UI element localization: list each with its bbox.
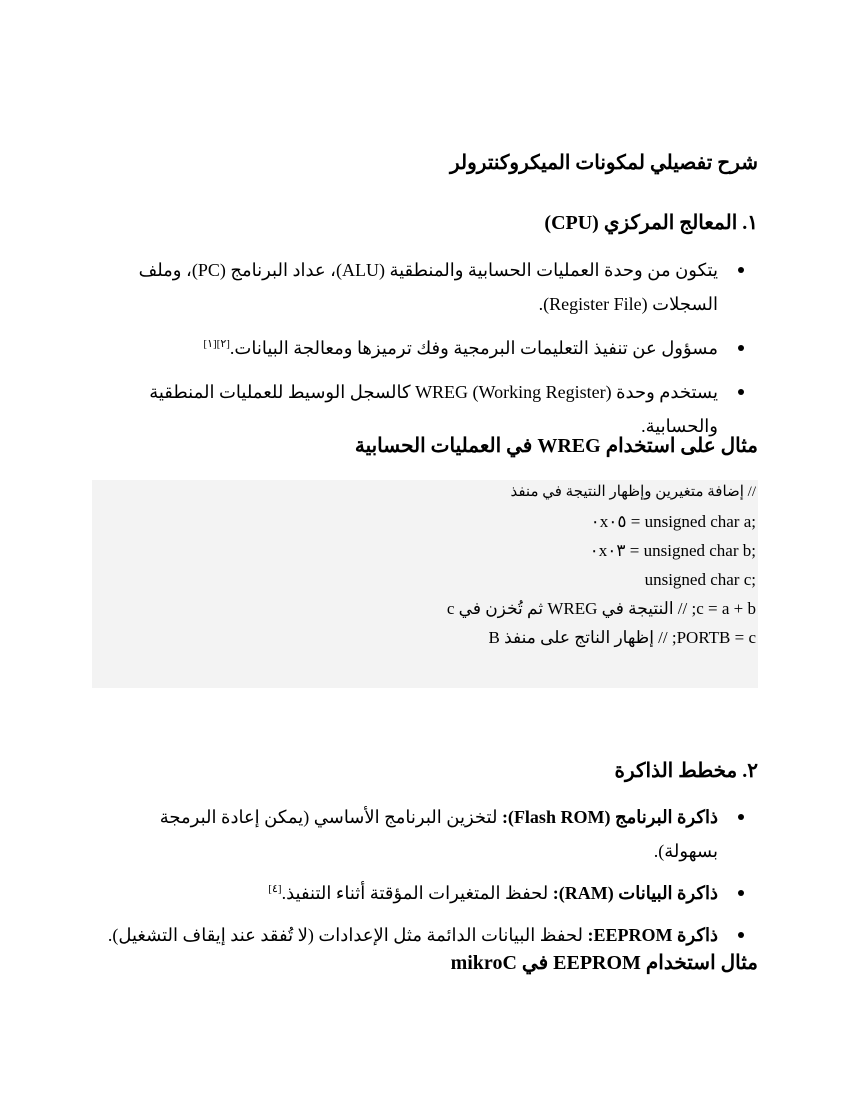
bullet-icon	[738, 890, 744, 896]
memory-section-heading: ٢. مخطط الذاكرة	[614, 760, 758, 782]
eeprom-example-heading: مثال استخدام EEPROM في mikroC	[450, 952, 758, 974]
list-item	[92, 918, 758, 952]
memory-bullet-list	[92, 800, 758, 960]
citation-ref[interactable]: [٤]	[268, 883, 282, 895]
document-title: شرح تفصيلي لمكونات الميكروكنترولر	[450, 152, 758, 174]
bullet-icon	[738, 267, 744, 273]
cpu-bullet-text: يستخدم وحدة WREG (Working Register) كالسجل الوسيط للعمليات المنطقية والحسابية.	[149, 382, 718, 436]
list-item	[92, 876, 758, 910]
code-line: ;unsigned char a = ٠x٠٥	[590, 512, 756, 531]
citation-ref[interactable]: [٢][١]	[203, 338, 230, 350]
list-item	[92, 800, 758, 868]
code-comment-line: // إضافة متغيرين وإظهار النتيجة في منفذ	[510, 484, 756, 500]
memory-bullet-text: لتخزين البرنامج الأساسي (يمكن إعادة البرمجة بسهولة).	[159, 807, 718, 861]
bullet-icon	[738, 389, 744, 395]
cpu-bullet-list	[92, 253, 758, 453]
memory-bullet-label: ذاكرة البيانات (RAM):	[552, 883, 718, 903]
cpu-bullet-text: يتكون من وحدة العمليات الحسابية والمنطقية (ALU)، عداد البرنامج (PC)، وملف السجلات (Register File).	[138, 260, 718, 314]
wreg-example-heading: مثال على استخدام WREG في العمليات الحسابية	[354, 435, 758, 457]
bullet-icon	[738, 932, 744, 938]
memory-bullet-text: لحفظ المتغيرات المؤقتة أثناء التنفيذ.	[281, 883, 553, 903]
list-item	[92, 253, 758, 321]
code-line: ;unsigned char b = ٠x٠٣	[589, 541, 756, 560]
bullet-icon	[738, 814, 744, 820]
cpu-bullet-text: مسؤول عن تنفيذ التعليمات البرمجية وفك ترميزها ومعالجة البيانات.	[229, 338, 718, 358]
code-line: ;unsigned char c	[644, 570, 756, 589]
bullet-icon	[738, 345, 744, 351]
memory-bullet-label: ذاكرة البرنامج (Flash ROM):	[501, 807, 718, 827]
code-line: PORTB = c; // إظهار الناتج على منفذ B	[488, 628, 756, 647]
cpu-section-heading: ١. المعالج المركزي (CPU)	[544, 212, 758, 234]
memory-bullet-label: ذاكرة EEPROM:	[587, 925, 718, 945]
code-line: c = a + b; // النتيجة في WREG ثم تُخزن في c	[446, 599, 756, 618]
list-item	[92, 331, 758, 365]
memory-bullet-text: لحفظ البيانات الدائمة مثل الإعدادات (لا تُفقد عند إيقاف التشغيل).	[107, 925, 588, 945]
code-block	[92, 480, 758, 688]
